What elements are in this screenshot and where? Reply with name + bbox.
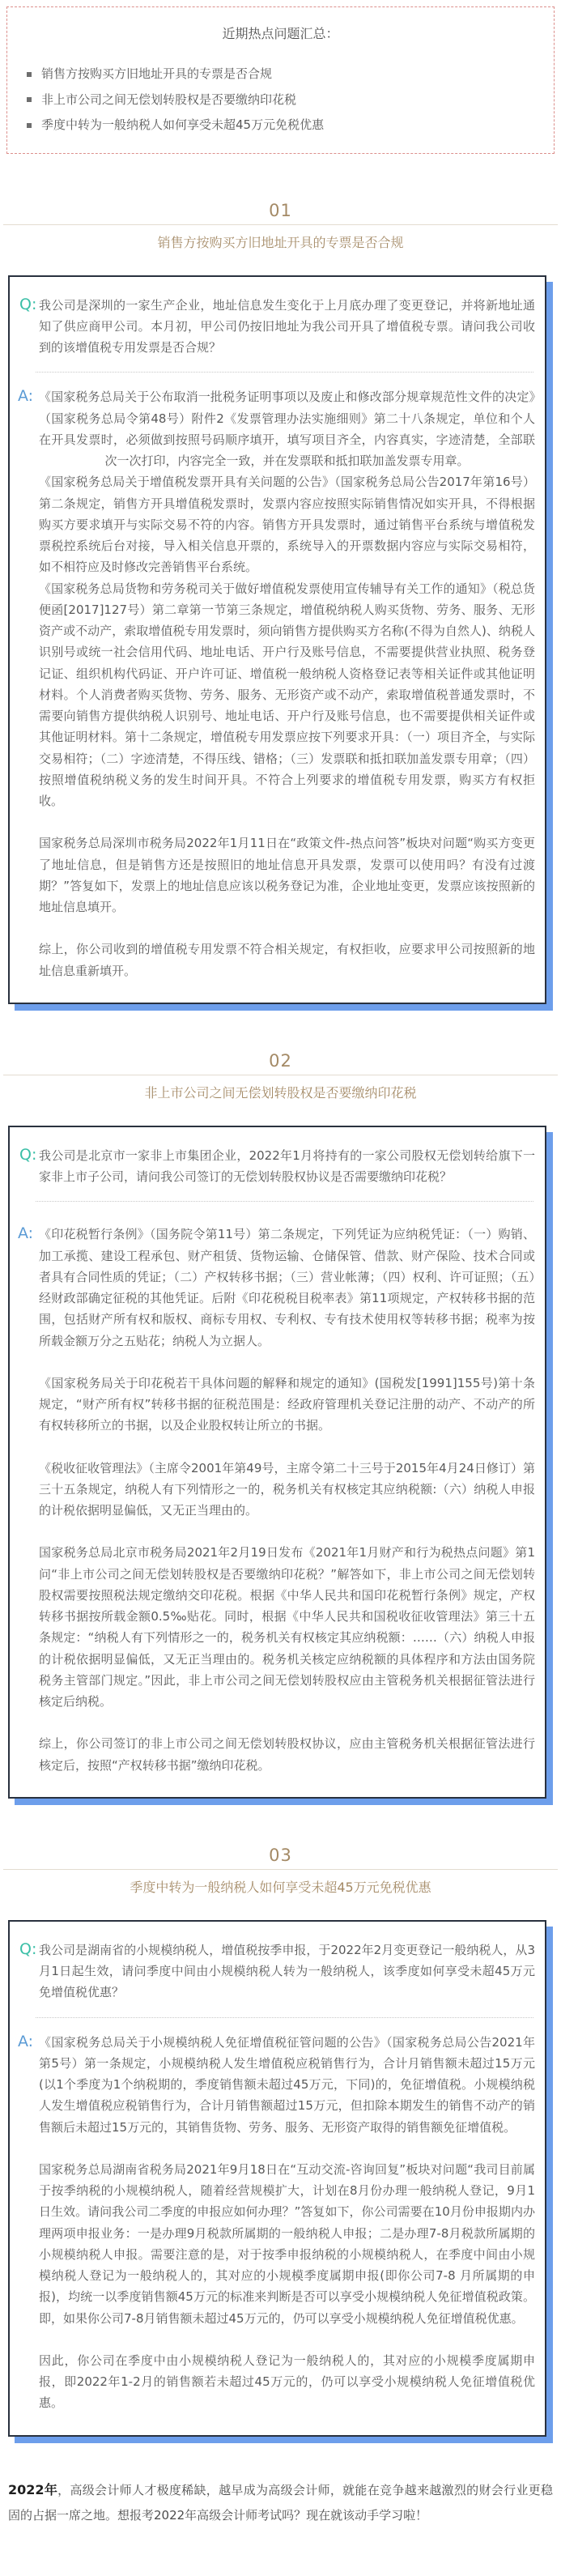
section-number: 03 [269, 1845, 292, 1865]
section-header [0, 1846, 561, 1896]
section-number: 01 [269, 200, 292, 220]
hot-topic-item [27, 62, 534, 87]
hot-topics-box [6, 6, 555, 154]
square-bullet-icon [27, 72, 32, 77]
answer-paragraph: 综上，你公司签订的非上市公司之间无偿划转股权协议，应由主管税务机关根据征管法进行核定后，按照“产权转移书据”缴纳印花税。 [39, 1736, 535, 1773]
footer-paragraph [8, 2477, 553, 2527]
qa-card [8, 1920, 546, 2437]
hot-topic-item [27, 87, 534, 113]
section-divider-line [3, 224, 558, 225]
answer-label: A: [18, 2032, 34, 2050]
dashed-divider [36, 1201, 533, 1202]
answer-label: A: [18, 1224, 34, 1243]
question-label: Q: [19, 1145, 37, 1164]
answer-paragraph: 《国家税务局关于印花税若干具体问题的解释和规定的通知》(国税发[1991]155号)第十条规定，“财产所有权”转移书据的征税范围是：经政府管理机关登记注册的动产、不动产的所有权转移所立的书据，以及企业股权转让所立的书据。 [39, 1375, 535, 1433]
section-title: 销售方按购买方旧地址开具的专票是否合规 [157, 234, 404, 250]
question-text: 我公司是北京市一家非上市集团企业，2022年1月将持有的一家公司股权无偿划转给旗下一家非上市子公司，请问我公司签订的无偿划转股权协议是否需要缴纳印花税？ [39, 1147, 535, 1184]
answer-block [15, 1224, 535, 1776]
hot-topics-title: 近期热点问题汇总： [222, 26, 339, 41]
footer-lead-text: 2022年 [8, 2481, 58, 2497]
answer-block [15, 2032, 535, 2414]
square-bullet-icon [27, 123, 32, 128]
answer-paragraph: 《国家税务总局关于公布取消一批税务证明事项以及废止和修改部分规章规范性文件的决定》（国家税务总局令第48号）附件2《发票管理办法实施细则》第二十八条规定，单位和个人在开具发票时，必须做到按照号码顺序填开，填写项目齐全，内容真实，字迹清楚，全部联次一次打印，内容完全一致，并在发票联和抵扣联加盖发票专用章。 [39, 390, 535, 468]
hot-topic-label: 销售方按购买方旧地址开具的专票是否合规 [41, 66, 273, 81]
question-text: 我公司是湖南省的小规模纳税人，增值税按季申报，于2022年2月变更登记一般纳税人，从3月1日起生效，请问季度中间由小规模纳税人转为一般纳税人，该季度如何享受未超45万元免增值税优惠？ [39, 1942, 535, 2000]
qa-card [8, 1126, 546, 1799]
answer-label: A: [18, 387, 34, 406]
question-row [15, 1939, 535, 2003]
dashed-divider [36, 2017, 533, 2018]
answer-paragraph: 《税收征收管理法》（主席令2001年第49号，主席令第二十三号于2015年4月24日修订）第三十五条规定，纳税人有下列情形之一的，税务机关有权核定其应纳税额:（六）纳税人申报的计税依据明显偏低，又无正当理由的。 [39, 1460, 535, 1518]
answer-paragraph: 《国家税务总局货物和劳务税司关于做好增值税发票使用宣传辅导有关工作的通知》（税总货便函[2017]127号）第二章第一节第三条规定，增值税纳税人购买货物、劳务、服务、无形资产或不动产，索取增值税专用发票时，须向销售方提供购买方名称(不得为自然人)、纳税人识别号或统一社会信用代码、地址电话、开户行及账号信息，不需要提供营业执照、税务登记证、组织机构代码证、开户许可证、增值税一般纳税人资格登记表等相关证件或其他证明材料。个人消费者购买货物、劳务、服务、无形资产或不动产，索取增值税普通发票时，不需要向销售方提供纳税人识别号、地址电话、开户行及账号信息，也不需要提供相关证件或其他证明材料。第十二条规定，增值税专用发票应按下列要求开具：（一）项目齐全，与实际交易相符；（二）字迹清楚，不得压线、错格；（三）发票联和抵扣联加盖发票专用章；（四）按照增值税纳税义务的发生时间开具。不符合上列要求的增值税专用发票，购买方有权拒收。 [39, 581, 535, 808]
answer-paragraph: 综上，你公司收到的增值税专用发票不符合相关规定，有权拒收，应要求甲公司按照新的地址信息重新填开。 [39, 942, 535, 978]
section-header [0, 201, 561, 251]
answer-paragraph: 国家税务总局北京市税务局2021年2月19日发布《2021年1月财产和行为税热点问题》第1问“非上市公司之间无偿划转股权是否要缴纳印花税？”解答如下，非上市公司之间无偿划转股权需要按照税法规定缴纳交印花税。根据《中华人民共和国印花税暂行条例》规定，产权转移书据按所载金额0.5‰贴花。同时，根据《中华人民共和国税收征收管理法》第三十五条规定：“纳税人有下列情形之一的，税务机关有权核定其应纳税额：……（六）纳税人申报的计税依据明显偏低，又无正当理由的。税务机关核定应纳税额的具体程序和方法由国务院税务主管部门规定。”因此，非上市公司之间无偿划转股权应由主管税务机关根据征管法进行核定后纳税。 [39, 1545, 535, 1709]
hot-topics-list [27, 62, 534, 138]
section-title: 季度中转为一般纳税人如何享受未超45万元免税优惠 [130, 1879, 431, 1895]
question-row [15, 295, 535, 359]
answer-paragraph: 国家税务总局湖南省税务局2021年9月18日在“互动交流-咨询回复”板块对问题“我司目前属于按季纳税的小规模纳税人，随着经营规模扩大，计划在8月份办理一般纳税人登记，9月1日生效。请问我公司二季度的申报应如何办理？”答复如下，你公司需要在10月份申报期内办理两项申报业务：一是办理9月税款所属期的一般纳税人申报；二是办理7-8月税款所属期的小规模纳税人申报。需要注意的是，对于按季申报纳税的小规模纳税人，在季度中间由小规模纳税人登记为一般纳税人的，其对应的小规模季度属期申报(即你公司7-8 月所属期的申报)，均统一以季度销售额45万元的标准来判断是否可以享受小规模纳税人免征增值税政策。即，如果你公司7-8月销售额未超过45万元的，仍可以享受小规模纳税人免征增值税优惠。 [39, 2161, 535, 2326]
answer-paragraph: 《国家税务总局关于增值税发票开具有关问题的公告》（国家税务总局公告2017年第16号）第二条规定，销售方开具增值税发票时，发票内容应按照实际销售情况如实开具，不得根据购买方要求填开与实际交易不符的内容。销售方开具发票时，通过销售平台系统与增值税发票税控系统后台对接，导入相关信息开票的，系统导入的开票数据内容应与实际交易相符，如不相符应及时修改完善销售平台系统。 [39, 475, 535, 575]
section-divider-line [3, 1869, 558, 1870]
topic-section-01 [0, 201, 561, 1004]
section-number: 02 [269, 1050, 292, 1071]
answer-paragraph: 因此，你公司在季度中由小规模纳税人登记为一般纳税人的，其对应的小规模季度属期申报，即2022年1-2月的销售额若未超过45万元的，仍可以享受小规模纳税人免征增值税优惠。 [39, 2352, 535, 2411]
answer-paragraph: 《国家税务总局关于小规模纳税人免征增值税征管问题的公告》（国家税务总局公告2021年第5号）第一条规定，小规模纳税人发生增值税应税销售行为，合计月销售额未超过15万元(以1个季度为1个纳税期的，季度销售额未超过45万元，下同)的，免征增值税。小规模纳税人发生增值税应税销售行为，合计月销售额超过15万元，但扣除本期发生的销售不动产的销售额后未超过15万元的，其销售货物、劳务、服务、无形资产取得的销售额免征增值税。 [39, 2034, 535, 2135]
topic-section-02 [0, 1051, 561, 1799]
section-title: 非上市公司之间无偿划转股权是否要缴纳印花税 [144, 1084, 417, 1101]
question-label: Q: [19, 295, 37, 313]
answer-paragraph: 《印花税暂行条例》（国务院令第11号）第二条规定，下列凭证为应纳税凭证：（一）购销、加工承揽、建设工程承包、财产租赁、货物运输、仓储保管、借款、财产保险、技术合同或者具有合同性质的凭证；（二）产权转移书据；（三）营业帐薄；（四）权利、许可证照；（五）经财政部确定征税的其他凭证。后附《印花税税目税率表》第11项规定，产权转移书据的范围，包括财产所有权和版权、商标专用权、专利权、专有技术使用权等转移书据；税率为按所载金额万分之五贴花；纳税人为立据人。 [39, 1227, 535, 1348]
topic-section-03 [0, 1846, 561, 2437]
qa-card [8, 275, 546, 1004]
section-header [0, 1051, 561, 1101]
question-text: 我公司是深圳的一家生产企业，地址信息发生变化于上月底办理了变更登记，并将新地址通知了供应商甲公司。本月初，甲公司仍按旧地址为我公司开具了增值税专票。请问我公司收到的该增值税专用发票是否合规？ [39, 297, 535, 355]
hot-topic-item [27, 113, 534, 138]
question-row [15, 1145, 535, 1188]
answer-paragraph: 国家税务总局深圳市税务局2022年1月11日在“政策文件-热点问答”板块对问题“购买方变更了地址信息，但是销售方还是按照旧的地址信息开具发票，发票可以使用吗？有没有过渡期？”答复如下，发票上的地址信息应该以税务登记为准，企业地址变更，发票应该按照新的地址信息填开。 [39, 836, 535, 914]
question-label: Q: [19, 1939, 37, 1958]
dashed-divider [36, 372, 533, 373]
hot-topic-label: 季度中转为一般纳税人如何享受未超45万元免税优惠 [41, 117, 325, 132]
square-bullet-icon [27, 97, 32, 102]
hot-topic-label: 非上市公司之间无偿划转股权是否要缴纳印花税 [41, 92, 297, 107]
answer-block [15, 386, 535, 981]
footer-body-text: ，高级会计师人才极度稀缺，越早成为高级会计师，就能在竞争越来越激烈的财会行业更稳固的占据一席之地。想报考2022年高级会计师考试吗？现在就该动手学习啦！ [8, 2482, 553, 2523]
